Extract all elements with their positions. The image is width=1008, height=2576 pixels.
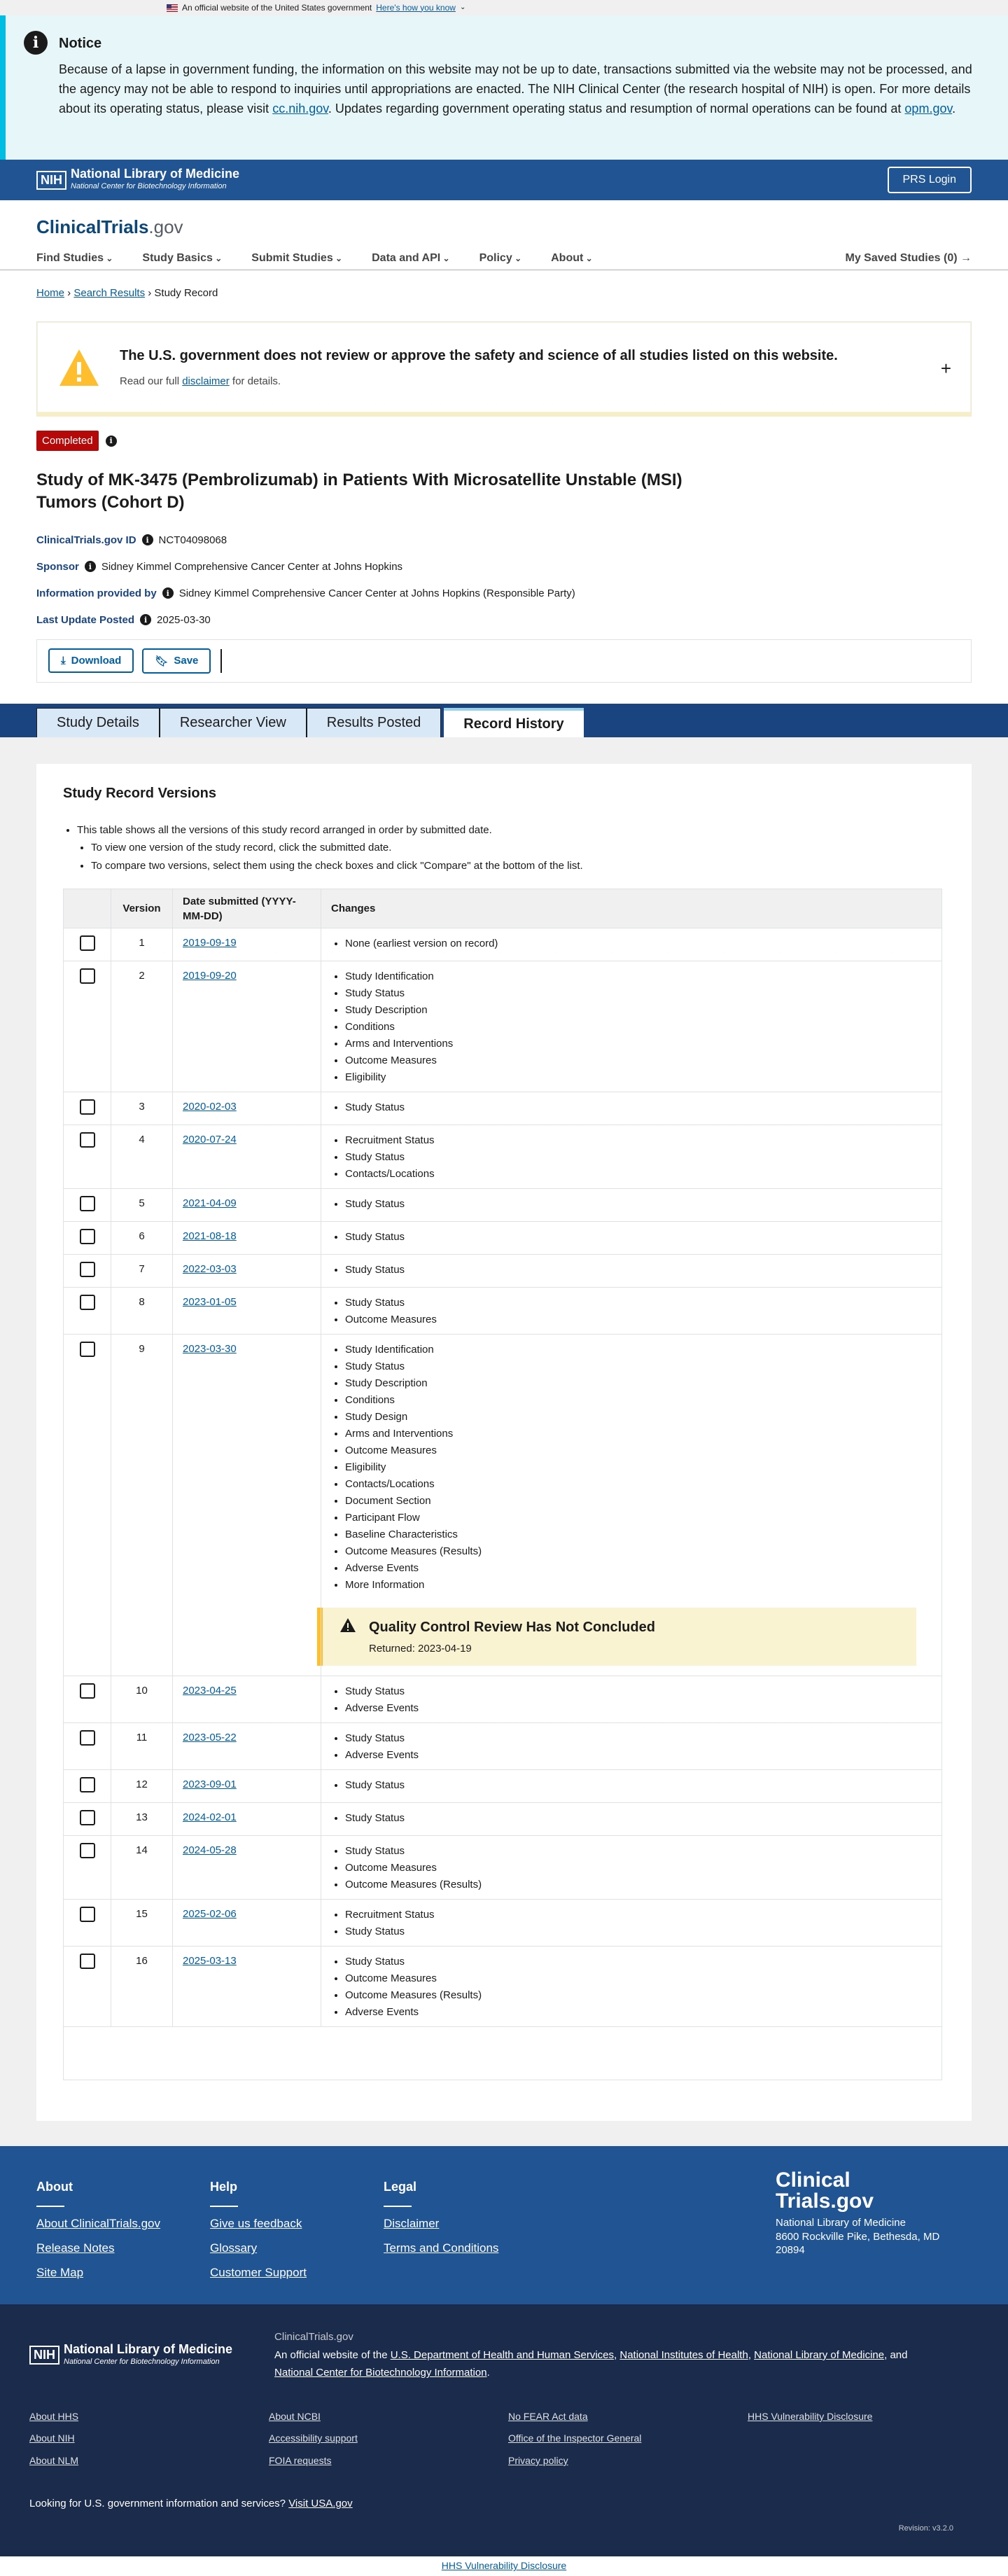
table-row xyxy=(64,1125,942,1189)
table-row xyxy=(64,928,942,961)
official-website-text: ClinicalTrials.gov An official website of the U.S. Department of Health and Human Services, National Institutes of Health, National Library of Medicine, and National Center for Biotechnology Information. xyxy=(274,2331,908,2379)
version-number: 16 xyxy=(111,1947,173,2027)
changes-list xyxy=(345,935,932,952)
bookmark-icon: 🔖︎ xyxy=(155,655,169,667)
version-number: 6 xyxy=(111,1222,173,1255)
version-checkbox[interactable] xyxy=(80,1730,95,1746)
footer-terms-link[interactable]: Terms and Conditions xyxy=(384,2241,499,2255)
version-date-link[interactable]: 2021-08-18 xyxy=(183,1230,237,1243)
change-item: • Participant Flow xyxy=(345,1510,932,1526)
changes-list xyxy=(345,1099,932,1116)
footer-site-map-link[interactable]: Site Map xyxy=(36,2266,84,2280)
expand-plus-icon[interactable]: + xyxy=(940,358,951,379)
tab-results-posted[interactable]: Results Posted xyxy=(307,708,442,737)
change-item: • Arms and Interventions xyxy=(345,1036,932,1052)
version-checkbox[interactable] xyxy=(80,1196,95,1211)
changes-list xyxy=(345,1843,932,1893)
change-item: • Adverse Events xyxy=(345,1700,932,1717)
version-date-link[interactable]: 2020-02-03 xyxy=(183,1101,237,1113)
footer-link[interactable]: About NCBI xyxy=(269,2410,321,2422)
tab-researcher-view[interactable]: Researcher View xyxy=(160,708,307,737)
version-date-link[interactable]: 2024-05-28 xyxy=(183,1844,237,1857)
change-item: • Outcome Measures xyxy=(345,1311,932,1328)
table-row xyxy=(64,1676,942,1723)
change-item: • Study Status xyxy=(345,1196,932,1213)
change-item: • Study Status xyxy=(345,1730,932,1747)
change-item: • Adverse Events xyxy=(345,1560,932,1577)
change-item: • Outcome Measures (Results) xyxy=(345,1543,932,1560)
footer-link[interactable]: No FEAR Act data xyxy=(508,2410,588,2422)
nav-find-studies[interactable]: Find Studies ⌄ xyxy=(36,251,113,266)
notice-alert xyxy=(0,15,1008,160)
info-icon[interactable]: i xyxy=(162,587,174,599)
version-number: 1 xyxy=(111,928,173,961)
nav-study-basics[interactable]: Study Basics ⌄ xyxy=(142,251,222,266)
nav-about[interactable]: About ⌄ xyxy=(551,251,593,266)
change-item: • Study Identification xyxy=(345,1342,932,1358)
version-number: 15 xyxy=(111,1900,173,1947)
table-row xyxy=(64,1335,942,1676)
provided-by-label: Information provided by xyxy=(36,587,157,599)
version-date-link[interactable]: 2023-04-25 xyxy=(183,1685,237,1697)
warning-icon xyxy=(340,1617,356,1633)
changes-list xyxy=(345,1683,932,1717)
version-date-link[interactable]: 2019-09-19 xyxy=(183,937,237,949)
version-checkbox[interactable] xyxy=(80,1295,95,1310)
version-number: 2 xyxy=(111,961,173,1092)
version-checkbox[interactable] xyxy=(80,1342,95,1357)
usa-gov-text: Looking for U.S. government information and services? Visit USA.gov xyxy=(29,2497,353,2509)
changes-list xyxy=(345,1342,932,1594)
footer-support-link[interactable]: Customer Support xyxy=(210,2266,307,2280)
col-version: Version xyxy=(111,889,173,928)
qc-alert xyxy=(317,1608,916,1666)
site-footer xyxy=(0,2146,1008,2304)
tab-record-history[interactable]: Record History xyxy=(444,708,583,737)
change-item: • Study Status xyxy=(345,1954,932,1970)
breadcrumb-search-results[interactable]: Search Results xyxy=(74,287,146,299)
nlm-header xyxy=(0,160,1008,200)
footer-links xyxy=(29,2410,979,2468)
last-update-label: Last Update Posted xyxy=(36,613,135,626)
footer-link[interactable]: About NIH xyxy=(29,2432,75,2444)
version-number: 10 xyxy=(111,1676,173,1723)
table-row xyxy=(64,961,942,1092)
version-number: 3 xyxy=(111,1092,173,1125)
change-item: • Study Status xyxy=(345,1229,932,1246)
disclaimer-title: The U.S. government does not review or approve the safety and science of all studies listed on this website. xyxy=(120,348,838,363)
version-date-link[interactable]: 2019-09-20 xyxy=(183,970,237,982)
nlm-sub: National Center for Biotechnology Information xyxy=(71,182,227,191)
change-item: • Study Status xyxy=(345,1149,932,1166)
version-checkbox[interactable] xyxy=(80,1229,95,1244)
breadcrumb: Home › Search Results › Study Record xyxy=(36,287,218,299)
version-checkbox[interactable] xyxy=(80,1954,95,1969)
cc-nih-link[interactable]: cc.nih.gov xyxy=(272,101,328,116)
footer-link[interactable]: HHS Vulnerability Disclosure xyxy=(748,2410,873,2422)
version-number: 14 xyxy=(111,1836,173,1900)
hhs-vulnerability-link[interactable]: HHS Vulnerability Disclosure xyxy=(441,2560,567,2572)
version-date-link[interactable]: 2024-02-01 xyxy=(183,1811,237,1824)
record-history-section xyxy=(0,737,1008,2147)
version-number: 7 xyxy=(111,1255,173,1288)
version-date-link[interactable]: 2023-05-22 xyxy=(183,1732,237,1744)
download-icon: ⤓ xyxy=(61,655,66,667)
change-item: • Recruitment Status xyxy=(345,1907,932,1923)
changes-list xyxy=(345,1196,932,1213)
notice-title: Notice xyxy=(59,36,102,51)
nih-logo-icon: NIH xyxy=(29,2346,59,2365)
footer-feedback-link[interactable]: Give us feedback xyxy=(210,2217,302,2231)
version-number: 12 xyxy=(111,1770,173,1803)
tab-study-details[interactable]: Study Details xyxy=(36,708,160,737)
warning-icon xyxy=(58,348,100,387)
table-footer-row xyxy=(64,2027,942,2080)
table-row xyxy=(64,1836,942,1900)
change-item: • Study Identification xyxy=(345,968,932,985)
disclaimer-link[interactable]: disclaimer xyxy=(182,375,230,387)
my-saved-studies-link[interactable]: My Saved Studies (0) → xyxy=(845,252,972,265)
table-row xyxy=(64,1092,942,1125)
version-date-link[interactable]: 2021-04-09 xyxy=(183,1197,237,1210)
change-item: • Study Status xyxy=(345,1683,932,1700)
nlm-link[interactable]: National Library of Medicine xyxy=(754,2348,885,2361)
change-item: • Outcome Measures xyxy=(345,1052,932,1069)
changes-list xyxy=(345,1229,932,1246)
changes-list xyxy=(345,1132,932,1183)
changes-list xyxy=(345,1295,932,1328)
footer-logo-address: Clinical Trials.gov National Library of Medicine 8600 Rockville Pike, Bethesda, MD 20894 xyxy=(776,2168,940,2257)
status-badge: Completed xyxy=(36,431,99,451)
change-item: • Study Status xyxy=(345,1810,932,1827)
change-item: • More Information xyxy=(345,1577,932,1594)
version-number: 13 xyxy=(111,1803,173,1836)
qc-text: Returned: 2023-04-19 xyxy=(369,1643,472,1655)
footer-link[interactable]: Privacy policy xyxy=(508,2454,568,2466)
changes-list xyxy=(345,1730,932,1764)
change-item: • Conditions xyxy=(345,1392,932,1409)
footer-legal-title: Legal xyxy=(384,2180,417,2194)
version-date-link[interactable]: 2023-09-01 xyxy=(183,1778,237,1791)
change-item: • Document Section xyxy=(345,1493,932,1510)
sponsor: Sidney Kimmel Comprehensive Cancer Center at Johns Hopkins xyxy=(101,560,403,573)
hhs-link[interactable]: U.S. Department of Health and Human Services xyxy=(390,2348,615,2361)
version-checkbox[interactable] xyxy=(80,1810,95,1825)
version-date-link[interactable]: 2023-03-30 xyxy=(183,1343,237,1356)
change-item: • Study Status xyxy=(345,985,932,1002)
change-item: • Conditions xyxy=(345,1019,932,1036)
change-item: • Baseline Characteristics xyxy=(345,1526,932,1543)
change-item: • None (earliest version on record) xyxy=(345,935,932,952)
revision: Revision: v3.2.0 xyxy=(898,2523,953,2533)
change-item: • Study Status xyxy=(345,1843,932,1860)
version-checkbox[interactable] xyxy=(80,968,95,984)
footer-help-title: Help xyxy=(210,2180,238,2194)
provided-by: Sidney Kimmel Comprehensive Cancer Center at Johns Hopkins (Responsible Party) xyxy=(178,587,575,599)
nct-id-label: ClinicalTrials.gov ID xyxy=(36,534,136,546)
disclaimer-text: Read our full disclaimer for details. xyxy=(120,375,281,387)
notice-text: Because of a lapse in government funding, the information on this website may not be up to date, transactions submitted via the website may not be processed, and the agency may not be able to respond to inquiries until appropriations are enacted. The NIH Clinical Center (the research hospital of NIH) is open. For more details about its operating status, please visit cc.nih.gov. Updates regarding government operating status and resumption of normal operations can be found at opm.gov. xyxy=(59,62,972,116)
version-number: 11 xyxy=(111,1723,173,1770)
change-item: • Study Status xyxy=(345,1923,932,1940)
change-item: • Outcome Measures (Results) xyxy=(345,1877,932,1893)
version-date-link[interactable]: 2025-02-06 xyxy=(183,1908,237,1921)
footer-about-link[interactable]: About ClinicalTrials.gov xyxy=(36,2217,160,2231)
change-item: • Eligibility xyxy=(345,1459,932,1476)
table-row xyxy=(64,1900,942,1947)
version-number: 9 xyxy=(111,1335,173,1676)
download-button[interactable]: ⤓ Download xyxy=(48,648,134,673)
change-item: • Study Status xyxy=(345,1099,932,1116)
study-meta xyxy=(36,533,972,627)
version-checkbox[interactable] xyxy=(80,935,95,951)
change-item: • Study Design xyxy=(345,1409,932,1426)
change-item: • Outcome Measures (Results) xyxy=(345,1987,932,2004)
change-item: • Recruitment Status xyxy=(345,1132,932,1149)
change-item: • Adverse Events xyxy=(345,1747,932,1764)
study-tabs xyxy=(0,704,1008,737)
us-flag-icon xyxy=(167,4,178,12)
versions-intro: • This table shows all the versions of this study record arranged in order by submitted date. • To view one version of the study record, click the submitted date. • To compare two versions, select them using the check boxes and click "Compare" at the bottom of the list. xyxy=(77,821,945,875)
footer-disclaimer-link[interactable]: Disclaimer xyxy=(384,2217,440,2231)
version-checkbox[interactable] xyxy=(80,1099,95,1115)
change-item: • Study Description xyxy=(345,1002,932,1019)
info-icon: i xyxy=(24,31,48,55)
change-item: • Study Status xyxy=(345,1262,932,1279)
qc-title: Quality Control Review Has Not Concluded xyxy=(369,1620,655,1636)
versions-card xyxy=(36,764,972,2122)
table-row xyxy=(64,1288,942,1335)
version-checkbox[interactable] xyxy=(80,1262,95,1277)
version-date-link[interactable]: 2025-03-13 xyxy=(183,1955,237,1968)
breadcrumb-current: Study Record xyxy=(154,287,218,299)
how-you-know-link[interactable]: Here's how you know xyxy=(376,2,456,13)
disclaimer-accordion[interactable] xyxy=(36,321,972,417)
versions-table xyxy=(63,889,942,2080)
nih-logo-icon: NIH xyxy=(36,171,66,190)
changes-list xyxy=(345,1810,932,1827)
sponsor-label: Sponsor xyxy=(36,560,79,573)
opm-link[interactable]: opm.gov xyxy=(904,101,953,116)
study-actions xyxy=(36,639,972,683)
last-update: 2025-03-30 xyxy=(157,613,211,626)
table-row xyxy=(64,1222,942,1255)
version-date-link[interactable]: 2020-07-24 xyxy=(183,1134,237,1146)
change-item: • Outcome Measures xyxy=(345,1442,932,1459)
footer-link[interactable]: About NLM xyxy=(29,2454,79,2466)
prs-login-button[interactable]: PRS Login xyxy=(888,167,972,193)
version-date-link[interactable]: 2023-01-05 xyxy=(183,1296,237,1309)
change-item: • Arms and Interventions xyxy=(345,1426,932,1442)
nlm-logo[interactable] xyxy=(36,167,239,192)
footer-link[interactable]: FOIA requests xyxy=(269,2454,332,2466)
change-item: • Study Status xyxy=(345,1295,932,1311)
col-date: Date submitted (YYYY-MM-DD) xyxy=(173,889,321,928)
change-item: • Study Status xyxy=(345,1777,932,1794)
version-checkbox[interactable] xyxy=(80,1132,95,1148)
col-changes: Changes xyxy=(321,889,942,928)
version-number: 8 xyxy=(111,1288,173,1335)
nih-link[interactable]: National Institutes of Health xyxy=(620,2348,748,2361)
nav-data-api[interactable]: Data and API ⌄ xyxy=(372,251,449,266)
footer-about-title: About xyxy=(36,2180,73,2194)
change-item: • Contacts/Locations xyxy=(345,1476,932,1493)
info-icon[interactable]: i xyxy=(106,436,117,447)
gov-banner xyxy=(0,0,1008,15)
nlm-footer-logo[interactable]: NIH National Library of Medicine National Center for Biotechnology Information xyxy=(29,2328,232,2382)
nav-submit-studies[interactable]: Submit Studies ⌄ xyxy=(251,251,342,266)
change-item: • Eligibility xyxy=(345,1069,932,1086)
info-icon[interactable]: i xyxy=(142,534,153,545)
changes-list xyxy=(345,968,932,1086)
info-icon[interactable]: i xyxy=(140,614,151,625)
version-checkbox[interactable] xyxy=(80,1907,95,1922)
versions-title: Study Record Versions xyxy=(63,785,216,801)
table-row xyxy=(64,1770,942,1803)
site-header xyxy=(0,200,1008,270)
nlm-name: National Library of Medicine xyxy=(71,167,240,181)
footer-link xyxy=(748,2454,958,2468)
footer-link[interactable]: Office of the Inspector General xyxy=(508,2432,642,2444)
change-item: • Outcome Measures xyxy=(345,1860,932,1877)
change-item: • Adverse Events xyxy=(345,2004,932,2021)
changes-list xyxy=(345,1262,932,1279)
gov-banner-text: An official website of the United States government xyxy=(182,2,372,13)
change-item: • Outcome Measures xyxy=(345,1970,932,1987)
nct-id: NCT04098068 xyxy=(158,534,227,546)
usa-gov-link[interactable]: Visit USA.gov xyxy=(288,2497,353,2509)
info-icon[interactable]: i xyxy=(85,561,96,572)
version-date-link[interactable]: 2022-03-03 xyxy=(183,1263,237,1276)
version-checkbox[interactable] xyxy=(80,1683,95,1699)
version-checkbox[interactable] xyxy=(80,1843,95,1858)
table-row xyxy=(64,1803,942,1836)
nlm-footer xyxy=(0,2304,1008,2556)
table-row xyxy=(64,1189,942,1222)
site-logo[interactable]: ClinicalTrials.gov xyxy=(36,216,183,237)
table-row xyxy=(64,1255,942,1288)
footer-glossary-link[interactable]: Glossary xyxy=(210,2241,258,2255)
ncbi-link[interactable]: National Center for Biotechnology Information xyxy=(274,2367,487,2379)
breadcrumb-home[interactable]: Home xyxy=(36,287,65,299)
version-number: 4 xyxy=(111,1125,173,1189)
changes-list xyxy=(345,1954,932,2021)
version-number: 5 xyxy=(111,1189,173,1222)
chevron-down-icon: ⌄ xyxy=(459,4,466,11)
divider xyxy=(220,649,222,673)
version-checkbox[interactable] xyxy=(80,1777,95,1792)
save-button[interactable]: 🔖︎ Save xyxy=(142,648,211,674)
changes-list xyxy=(345,1907,932,1940)
study-status xyxy=(36,431,972,451)
bottom-disclosure xyxy=(0,2556,1008,2576)
change-item: • Study Description xyxy=(345,1375,932,1392)
study-title: Study of MK-3475 (Pembrolizumab) in Patients With Microsatellite Unstable (MSI) Tumors (Cohort D) xyxy=(36,471,682,513)
change-item: • Study Status xyxy=(345,1358,932,1375)
footer-release-notes-link[interactable]: Release Notes xyxy=(36,2241,115,2255)
change-item: • Contacts/Locations xyxy=(345,1166,932,1183)
table-row xyxy=(64,1947,942,2027)
changes-list xyxy=(345,1777,932,1794)
main-nav xyxy=(36,251,972,266)
footer-link xyxy=(748,2432,958,2446)
table-row xyxy=(64,1723,942,1770)
footer-link[interactable]: About HHS xyxy=(29,2410,79,2422)
footer-link[interactable]: Accessibility support xyxy=(269,2432,358,2444)
nav-policy[interactable]: Policy ⌄ xyxy=(479,251,522,266)
